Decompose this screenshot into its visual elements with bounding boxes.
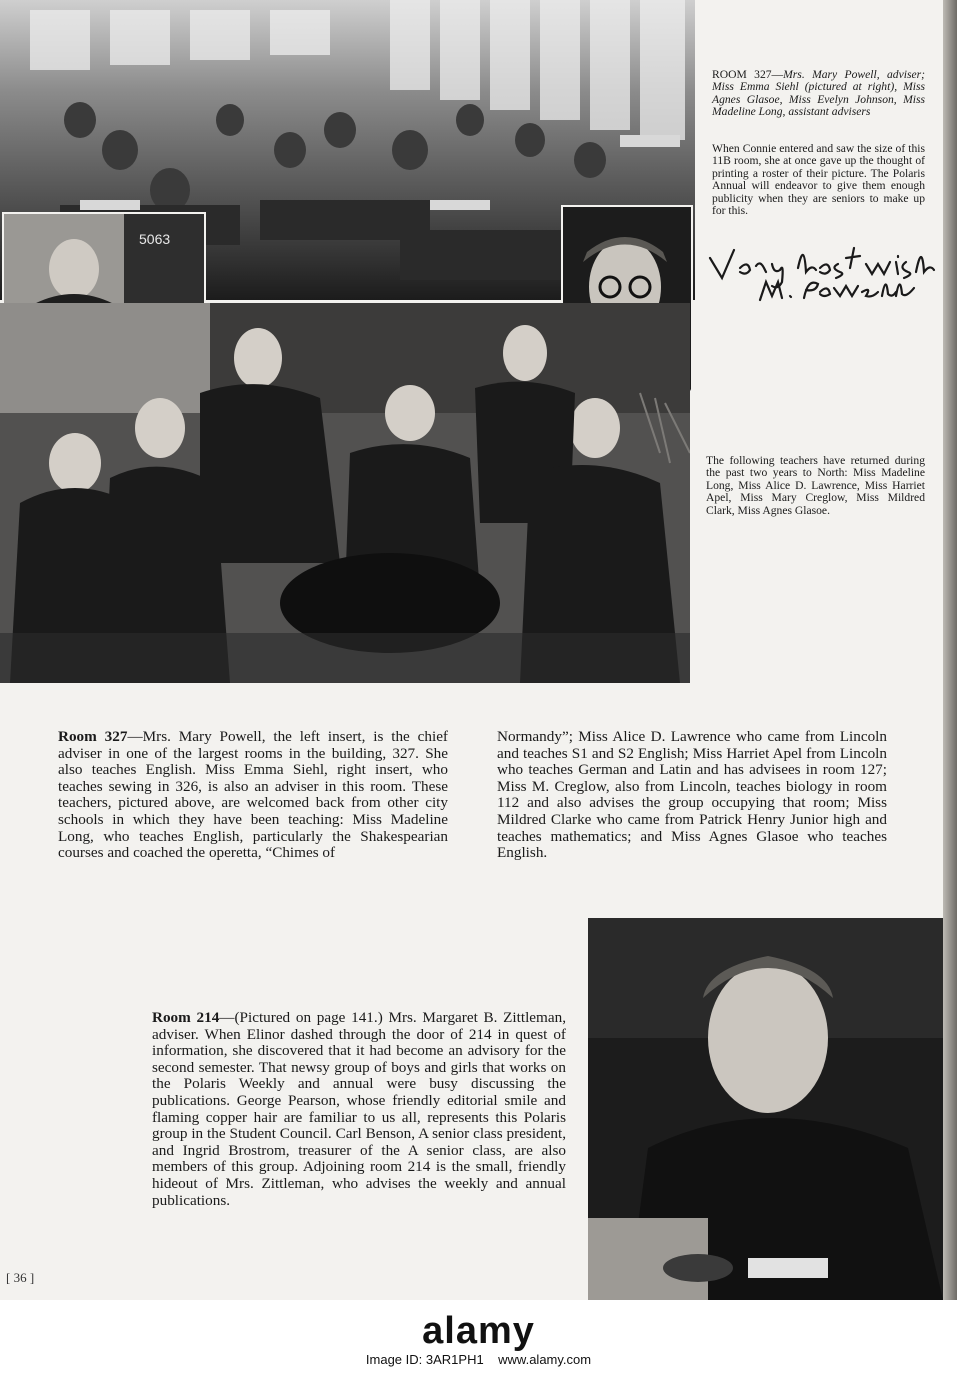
room214-article-text: —(Pictured on page 141.) Mrs. Margaret B. Zittleman, adviser. When Elinor dashed through the door of 214 in quest of information, she discovered that it had become an advisory for the second semester. That newsy group of boys and girls that works on the Polaris Weekly and annual were busy discussing the publications. George Pearson, whose friendly editorial smile and flaming copper hair are familiar to us all, represents this Polaris group in the Student Council. Carl Benson, A senior class president, and Ingrid Brostrom, treasurer of the A senior class, are also members of this group. Adjoining room 214 is the small, friendly hideout of Mrs. Zittleman, who advises the weekly and annual publications. [152, 1009, 566, 1209]
room327-caption-heading: ROOM 327— [712, 68, 784, 81]
blackboard-number: 5063 [139, 231, 171, 247]
returning-teachers-caption: The following teachers have returned during the past two years to North: Miss Madeline Long, Miss Alice D. Lawrence, Miss Harriet Apel, Miss Mary Creglow, Miss Mildred Clark, Miss Agnes Glasoe. [706, 454, 925, 517]
handwritten-signature [700, 238, 940, 302]
teachers-group-photo [0, 303, 690, 683]
room327-caption-text: When Connie entered and saw the size of this 11B room, she at once gave up the thought of printing a roster of their picture. The Polaris Annual will endeavor to give them enough publicity when they are seniors to make up for this. [712, 142, 925, 218]
room327-caption [712, 69, 925, 119]
watermark-logo: alamy [422, 1310, 535, 1352]
room327-article-col1 [58, 729, 448, 862]
room327-caption-advisers: Mrs. Mary Powell, adviser; Miss Emma Siehl (pictured at right), Miss Agnes Glasoe, Miss Evelyn Johnson, Miss Madeline Long, assistant advisers [712, 68, 926, 119]
watermark-image-id-text: Image ID: 3AR1PH1 [365, 1352, 484, 1367]
room214-article-heading: Room 214 [152, 1009, 220, 1026]
book-spine-shadow [943, 0, 957, 1300]
watermark-url: www.alamy.com [498, 1352, 592, 1367]
room214-article [152, 1010, 566, 1209]
page-number: [ 36 ] [6, 1270, 35, 1285]
room327-article-col2: Normandy”; Miss Alice D. Lawrence who came from Lincoln and teaches S1 and S2 English; Miss Harriet Apel from Lincoln who teaches German and Latin and has advisees in room 127; Miss M. Creglow, also from Lincoln, teaches biology in room 112 and also advises the group occupying that room; Miss Mildred Clarke who came from Patrick Henry Junior high and teaches mathematics; and Miss Agnes Glasoe who teaches English. [497, 728, 887, 862]
mrs-zittleman-photo [588, 918, 943, 1300]
room327-article-col1-text: —Mrs. Mary Powell, the left insert, is the chief adviser in one of the largest rooms in the building, 327. She also teaches English. Miss Emma Siehl, right insert, who teaches sewing in 326, is also an adviser in this room. These teachers, pictured above, are welcomed back from other city schools in which they have been teaching: Miss Madeline Long, who teaches English, particularly the Shakespearian courses and coached the operetta, “Chimes of [58, 728, 448, 862]
watermark-image-id [0, 1352, 957, 1367]
room327-article-heading: Room 327 [58, 728, 128, 745]
